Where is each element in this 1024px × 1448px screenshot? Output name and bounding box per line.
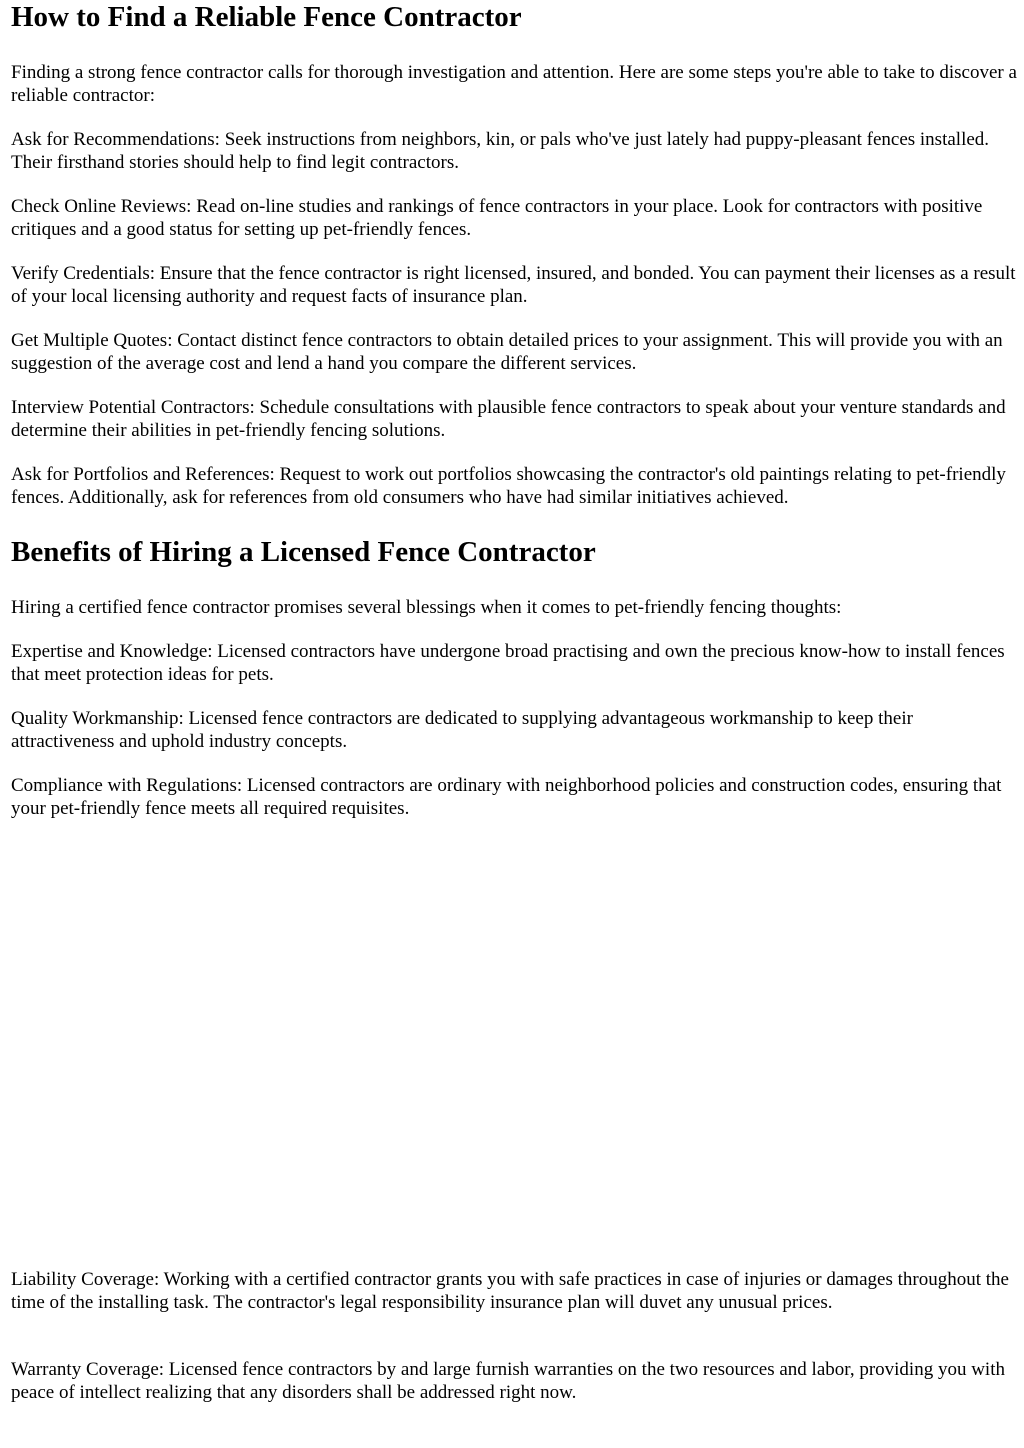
section-heading-benefits: Benefits of Hiring a Licensed Fence Contractor <box>11 536 596 568</box>
section-intro-benefits: Hiring a certified fence contractor promises several blessings when it comes to pet-friendly fencing thoughts: <box>11 597 842 618</box>
paragraph-quality-workmanship: Quality Workmanship: Licensed fence contractors are dedicated to supplying advantageous workmanship to keep their attractiveness and uphold industry concepts. <box>11 708 913 752</box>
section-intro-find-contractor: Finding a strong fence contractor calls for thorough investigation and attention. Here are some steps you're able to take to discover a reliable contractor: <box>11 62 1017 106</box>
paragraph-liability-coverage: Liability Coverage: Working with a certified contractor grants you with safe practices in case of injuries or damages throughout the time of the installing task. The contractor's legal responsibility insurance plan will duvet any unusual prices. <box>11 1269 1009 1313</box>
section-heading-find-contractor: How to Find a Reliable Fence Contractor <box>11 1 522 33</box>
paragraph-online-reviews: Check Online Reviews: Read on-line studies and rankings of fence contractors in your place. Look for contractors with positive critiques and a good status for setting up pet-friendly fences. <box>11 196 983 240</box>
paragraph-interview-contractors: Interview Potential Contractors: Schedule consultations with plausible fence contractors to speak about your venture standards and determine their abilities in pet-friendly fencing solutions. <box>11 397 1006 441</box>
paragraph-warranty-coverage: Warranty Coverage: Licensed fence contractors by and large furnish warranties on the two resources and labor, providing you with peace of intellect realizing that any disorders shall be addressed right now. <box>11 1359 1005 1403</box>
blank-gap <box>11 830 1017 1260</box>
paragraph-verify-credentials: Verify Credentials: Ensure that the fence contractor is right licensed, insured, and bonded. You can payment their licenses as a result of your local licensing authority and request facts of insurance plan. <box>11 263 1016 307</box>
paragraph-expertise-knowledge: Expertise and Knowledge: Licensed contractors have undergone broad practising and own the precious know-how to install fences that meet protection ideas for pets. <box>11 641 1005 685</box>
paragraph-portfolios-references: Ask for Portfolios and References: Request to work out portfolios showcasing the contractor's old paintings relating to pet-friendly fences. Additionally, ask for references from old consumers who have had similar initiatives achieved. <box>11 464 1006 508</box>
paragraph-compliance-regulations: Compliance with Regulations: Licensed contractors are ordinary with neighborhood policies and construction codes, ensuring that your pet-friendly fence meets all required requisites. <box>11 775 1002 819</box>
paragraph-multiple-quotes: Get Multiple Quotes: Contact distinct fence contractors to obtain detailed prices to your assignment. This will provide you with an suggestion of the average cost and lend a hand you compare the different services. <box>11 330 1003 374</box>
paragraph-recommendations: Ask for Recommendations: Seek instructions from neighbors, kin, or pals who've just lately had puppy-pleasant fences installed. Their firsthand stories should help to find legit contractors. <box>11 129 990 173</box>
